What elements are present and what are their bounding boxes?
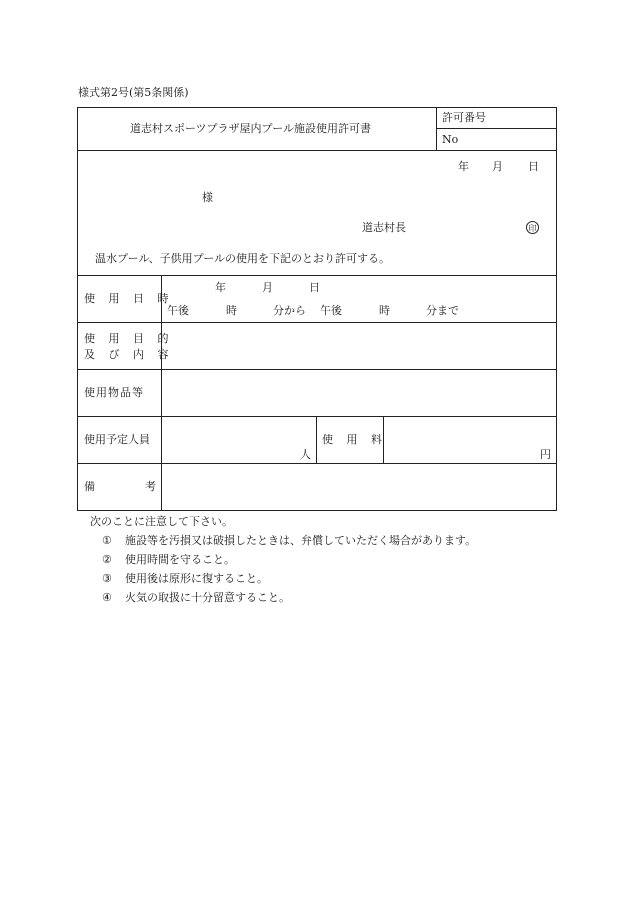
datetime-day: 日 <box>309 281 320 294</box>
people-label: 使用予定人員 <box>84 433 150 446</box>
form-reference: 様式第2号(第5条関係) <box>78 86 189 99</box>
permit-number-divider <box>436 128 557 129</box>
remarks-label-left: 備 <box>84 480 95 493</box>
permission-statement: 温水プール、子供用プールの使用を下記のとおり許可する。 <box>95 252 391 265</box>
datetime-pm-end: 午後 <box>320 304 342 317</box>
addressee-suffix: 様 <box>202 191 213 204</box>
header-divider <box>77 150 557 151</box>
note-number: ④ <box>102 591 112 604</box>
datetime-from: 分から <box>273 304 306 317</box>
people-unit: 人 <box>300 448 311 461</box>
permit-number-label: 許可番号 <box>442 111 486 124</box>
people-fee-divider <box>316 416 317 463</box>
datetime-hour-start: 時 <box>226 304 237 317</box>
datetime-hour-end: 時 <box>379 304 390 317</box>
note-text: 使用後は原形に復すること。 <box>125 572 268 585</box>
issuer-title: 道志村長 <box>362 221 406 234</box>
datetime-year: 年 <box>215 281 226 294</box>
row-divider-datetime <box>77 275 557 276</box>
note-text: 施設等を汚損又は破損したときは、弁償していただく場合があります。 <box>125 534 477 547</box>
note-text: 使用時間を守ること。 <box>125 553 235 566</box>
note-number: ③ <box>102 572 112 585</box>
datetime-until: 分まで <box>426 304 459 317</box>
fee-label: 使 用 料 <box>322 433 387 446</box>
form-title: 道志村スポーツプラザ屋内プール施設使用許可書 <box>130 122 372 135</box>
date-month: 月 <box>492 160 503 173</box>
purpose-label-line1: 使 用 目 的 <box>84 332 174 345</box>
row-divider-items <box>77 369 557 370</box>
row-divider-people <box>77 416 557 417</box>
fee-unit: 円 <box>540 448 551 461</box>
datetime-month: 月 <box>262 281 273 294</box>
date-year: 年 <box>458 160 469 173</box>
note-text: 火気の取扱に十分留意すること。 <box>125 591 290 604</box>
note-number: ② <box>102 553 112 566</box>
row-divider-remarks <box>77 463 557 464</box>
label-column-divider <box>161 275 162 511</box>
note-number: ① <box>102 534 112 547</box>
remarks-label-right: 考 <box>145 480 156 493</box>
date-day: 日 <box>528 160 539 173</box>
datetime-pm-start: 午後 <box>167 304 189 317</box>
purpose-label-line2: 及 び 内 容 <box>84 348 174 361</box>
row-divider-purpose <box>77 322 557 323</box>
permit-no-label: No <box>442 133 459 146</box>
items-label: 使用物品等 <box>84 386 144 399</box>
notes-intro: 次のことに注意して下さい。 <box>90 515 233 528</box>
datetime-label: 使 用 日 時 <box>84 292 174 305</box>
seal-mark: 印 <box>526 221 539 234</box>
permit-form-frame <box>77 107 557 511</box>
